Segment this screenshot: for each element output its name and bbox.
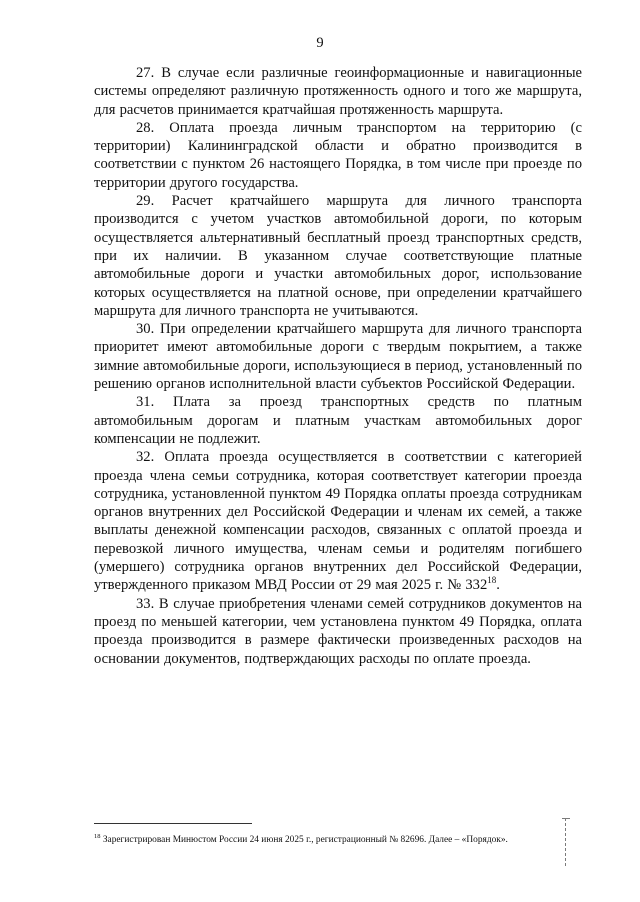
paragraph-29 (94, 192, 582, 320)
paragraph-33 (94, 595, 582, 668)
footnote-divider (94, 823, 252, 824)
paragraph-28-text: 28. Оплата проезда личным транспортом на территорию (с территории) Калининградской области и обратно производится в соответствии с пунктом 26 настоящего Порядка, в том числе при проезде по территории другого государства. (94, 119, 582, 191)
footnote-text: Зарегистрирован Минюстом России 24 июня 2025 г., регистрационный № 82696. Далее – «Порядок». (100, 835, 508, 845)
paragraph-27-text: 27. В случае если различные геоинформационные и навигационные системы определяют различную протяженность одного и того же маршрута, для расчетов принимается кратчайшая протяженность маршрута. (94, 65, 582, 118)
paragraph-32 (94, 448, 582, 594)
paragraph-33-text: 33. В случае приобретения членами семей сотрудников документов на проезд по меньшей категории, чем установлена пунктом 49 Порядка, оплата проезда производится в размере фактически произведенных расходов на основании документов, подтверждающих расходы по оплате проезда. (94, 595, 582, 667)
paragraph-32-text: 32. Оплата проезда осуществляется в соответствии с категорией проезда члена семьи сотрудника, которая соответствует категории проезда сотрудника, установленной пунктом 49 Порядка оплаты проезда сотрудникам органов внутренних дел Российской Федерации и членам их семей, а также выплаты денежной компенсации расходов, связанных с оплатой проезда и перевозкой личного имущества, членам семьи и родителям погибшего (умершего) сотрудника органов внутренних дел Российской Федерации, утвержденного приказом МВД России от 29 мая 2025 г. № 332 (94, 449, 582, 594)
footnote (94, 834, 594, 846)
paragraph-29-text: 29. Расчет кратчайшего маршрута для личного транспорта производится с учетом участков автомобильной дороги, по которым осуществляется альтернативный бесплатный проезд транспортных средств, при их наличии. В указанном случае соответствующие платные автомобильные дороги и участки автомобильных дорог, использование которых осуществляется на платной основе, при определении кратчайшего маршрута для личного транспорта не учитываются. (94, 193, 582, 319)
paragraph-28 (94, 119, 582, 192)
scan-margin-mark (565, 818, 578, 866)
paragraph-32-tail: . (496, 577, 500, 594)
paragraph-31 (94, 393, 582, 448)
paragraph-30-text: 30. При определении кратчайшего маршрута для личного транспорта приоритет имеют автомобильные дороги с твердым покрытием, а также зимние автомобильные дороги, использующиеся в период, установленный по решению органов исполнительной власти субъектов Российской Федерации. (94, 321, 582, 393)
footnote-reference: 18 (487, 575, 497, 586)
document-body (94, 64, 582, 668)
page-number: 9 (316, 35, 324, 51)
paragraph-31-text: 31. Плата за проезд транспортных средств по платным автомобильным дорогам и платным участкам автомобильных дорог компенсации не подлежит. (94, 394, 582, 447)
paragraph-30 (94, 320, 582, 393)
footnote-marker: 18 (94, 833, 101, 840)
paragraph-27 (94, 64, 582, 119)
